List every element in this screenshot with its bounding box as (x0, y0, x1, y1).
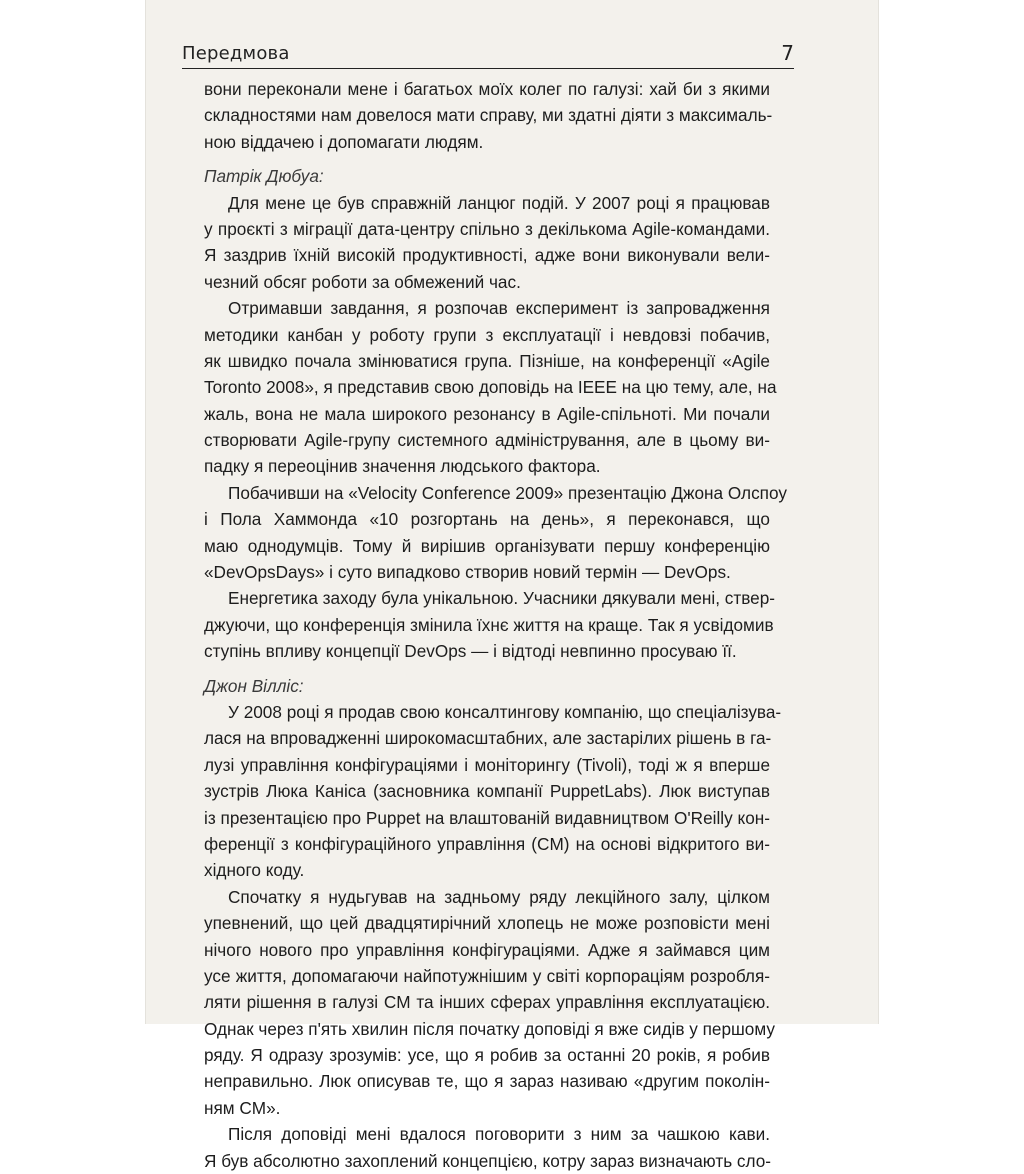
chapter-title: Передмова (182, 43, 290, 64)
paragraph (204, 585, 775, 664)
text-line: методики канбан у роботу групи з експлуатації і невдовзі побачив, (204, 324, 770, 345)
text-line: усе життя, допомагаючи найпотужнішим у світі корпораціям розробля- (204, 965, 770, 986)
text-line: із презентацією про Puppet на влаштованій видавництвом O'Reilly кон- (204, 807, 770, 828)
paragraph (204, 1121, 770, 1174)
text-line: Побачивши на «Velocity Conference 2009» презентацію Джона Олспоу (228, 482, 787, 503)
text-line: ряду. Я одразу зрозумів: усе, що я робив за останні 20 років, я робив (204, 1045, 770, 1066)
text-line: жаль, вона не мала широкого резонансу в Agile-спільноті. Ми почали (204, 403, 770, 424)
text-line: вони переконали мене і багатьох моїх колег по галузі: хай би з якими (204, 79, 770, 99)
text-line: Спочатку я нудьгував на задньому ряду лекційного залу, цілком (228, 886, 770, 907)
text-line: створювати Agile-групу системного адміністрування, але в цьому ви- (204, 430, 770, 451)
paragraph (204, 884, 775, 1122)
text-line: ступінь впливу концепції DevOps — і відтоді невпинно просуваю її. (204, 641, 737, 662)
running-header (182, 38, 794, 69)
paragraph (204, 480, 787, 586)
text-line: падку я переоцінив значення людського фактора. (204, 456, 601, 477)
text-line: упевнений, що цей двадцятирічний хлопець не може розповісти мені (204, 913, 770, 934)
page-number: 7 (781, 41, 794, 65)
text-line: У 2008 році я продав свою консалтингову компанію, що спеціалізува- (228, 701, 782, 722)
text-line: і Пола Хаммонда «10 розгортань на день», я переконався, що (204, 509, 770, 530)
text-line: як швидко почала змінюватися група. Пізніше, на конференції «Agile (204, 350, 770, 371)
book-page (145, 0, 879, 1171)
text-line: складностями нам довелося мати справу, ми здатні діяти з максималь- (204, 105, 773, 126)
text-line: лузі управління конфігураціями і моніторингу (Tivoli), тоді ж я вперше (204, 754, 770, 775)
text-line: ляти рішення в галузі CM та інших сферах управління експлуатацією. (204, 992, 770, 1013)
paragraph (204, 699, 782, 884)
page-body-text (204, 76, 787, 1174)
text-line: Я заздрив їхній високій продуктивності, адже вони виконували вели- (204, 245, 770, 266)
text-line: ням CM». (204, 1097, 281, 1118)
text-line: у проєкті з міграції дата-центру спільно з декількома Agile-командами. (204, 218, 770, 239)
text-line: маю однодумців. Тому й вирішив організувати першу конференцію (204, 535, 770, 556)
text-line: лася на впровадженні широкомасштабних, але застарілих рішень в га- (204, 728, 772, 749)
text-line: зустрів Люка Каніса (засновника компанії PuppetLabs). Люк виступав (204, 781, 770, 802)
text-line: нічого нового про управління конфігураціями. Адже я займався цим (204, 939, 770, 960)
text-line: Однак через п'ять хвилин після початку доповіді я вже сидів у першому (204, 1018, 775, 1039)
text-line: неправильно. Люк описував те, що я зараз називаю «другим поколін- (204, 1071, 770, 1092)
text-line: ною віддачею і допомагати людям. (204, 131, 484, 152)
paragraph (204, 190, 770, 296)
text-line: хідного коду. (204, 860, 305, 881)
text-line: Я був абсолютно захоплений концепцією, котру зараз визначають сло- (204, 1150, 772, 1171)
text-line: чезний обсяг роботи за обмежений час. (204, 271, 521, 292)
paragraph (204, 295, 777, 480)
text-line: Отримавши завдання, я розпочав експеримент із запровадження (228, 298, 770, 319)
text-line: Енергетика заходу була унікальною. Учасники дякували мені, ствер- (228, 588, 775, 609)
author-attribution: Патрік Дюбуа: (204, 166, 324, 187)
author-attribution: Джон Вілліс: (204, 675, 304, 696)
text-line: джуючи, що конференція змінила їхнє життя на краще. Так я усвідомив (204, 614, 774, 635)
text-line: Після доповіді мені вдалося поговорити з ним за чашкою кави. (228, 1124, 770, 1145)
text-line: Для мене це був справжній ланцюг подій. У 2007 році я працював (228, 192, 770, 213)
paragraph (204, 76, 773, 155)
text-line: ференції з конфігураційного управління (CM) на основі відкритого ви- (204, 833, 770, 854)
text-line: «DevOpsDays» і суто випадково створив новий термін — DevOps. (204, 562, 731, 583)
text-line: Toronto 2008», я представив свою доповідь на IEEE на цю тему, але, на (204, 377, 777, 398)
